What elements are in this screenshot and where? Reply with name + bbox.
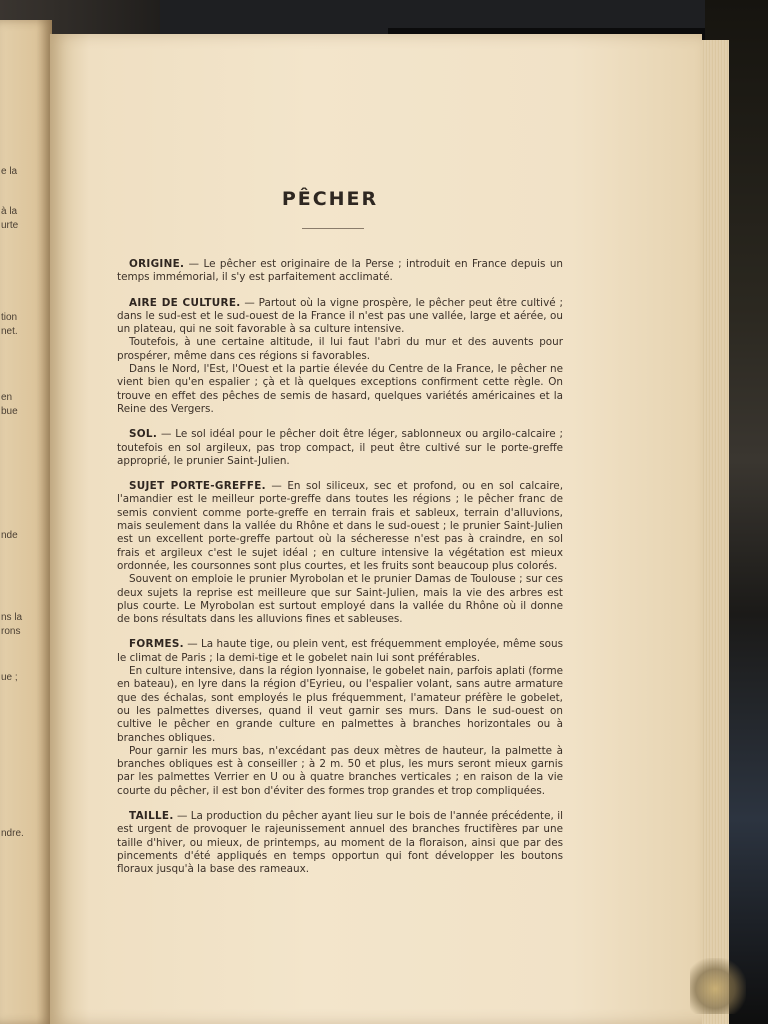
left-page-fragment: en: [1, 392, 13, 403]
left-page-fragment: rons: [1, 626, 21, 637]
section-heading: FORMES.: [129, 638, 184, 651]
paragraph-text: — Partout où la vigne prospère, le pêcher peut être cultivé ; dans le sud-est et le sud-ouest de la France il n'est pas une vallée, large et aérée, ou un plateau, qui ne soit favorable à sa culture intensive.: [117, 296, 563, 336]
page-title: PÊCHER: [281, 188, 379, 210]
section-sol: [117, 428, 563, 468]
left-page-fragment: net.: [1, 326, 18, 337]
left-page-fragment: ns la: [1, 612, 23, 623]
left-page-fragment: bue: [1, 406, 18, 417]
paragraph: [117, 258, 563, 285]
left-page-fragment: ue ;: [1, 672, 18, 683]
paragraph: Pour garnir les murs bas, n'excédant pas deux mètres de hauteur, la palmette à branches obliques est à conseiller ; à 2 m. 50 et plus, les murs seront mieux garnis par les palmettes Verrier en U ou à quatre branches verticales ; en raison de la vie courte du pêcher, il est bon d'éviter des formes trop grandes et trop compliquées.: [117, 744, 563, 797]
left-page-fragment: urte: [1, 220, 19, 231]
section-origine: [117, 258, 563, 285]
section-heading: ORIGINE.: [129, 258, 185, 270]
left-page-fragment: e la: [1, 166, 18, 177]
finger-shadow: [690, 958, 746, 1014]
section-formes: [117, 638, 563, 798]
paragraph-text: — En sol siliceux, sec et profond, ou en sol calcaire, l'amandier est le meilleur porte-greffe dans toutes les régions ; le pêcher franc de semis convient comme porte-greffe en terrain frais et sableux, terrain d'alluvions, mais seulement dans la vallée du Rhône et dans le sud-ouest ; le prunier Saint-Julien est un excellent porte-greffe partout où la sécheresse n'est pas à craindre, en sol frais et argileux c'est le sujet idéal ; en culture intensive la végétation est mieux ordonnée, les coursonnes sont plus courtes, et les fruits sont beaucoup plus colorés.: [117, 480, 564, 572]
section-heading: SOL.: [129, 428, 158, 441]
section-sujet-porte-greffe: [117, 480, 563, 626]
left-page-fragment: nde: [1, 530, 18, 541]
left-page: [0, 20, 52, 1024]
paragraph: [117, 428, 563, 468]
paragraph-text: — Le sol idéal pour le pêcher doit être léger, sablonneux ou argilo-calcaire ; toutefois en sol argileux, pas trop compact, il peut être cultivé sur le porte-greffe approprié, le prunier Saint-Julien.: [117, 428, 563, 467]
paragraph: [117, 810, 563, 876]
paragraph: En culture intensive, dans la région lyonnaise, le gobelet nain, parfois aplati (forme en bateau), en lyre dans la région d'Eyrieu, ou l'espalier volant, sans autre armature que des échalas, sont employés le plus fréquemment, l'amateur préfère le gobelet, ou les palmettes diverses, quand il veut garnir ses murs. Dans le sud-ouest on cultive le pêcher en grande culture en palmettes à branches horizontales ou à branches obliques.: [117, 665, 563, 744]
paragraph: Souvent on emploie le prunier Myrobolan et le prunier Damas de Toulouse ; sur ces deux sujets la reprise est meilleure que sur Saint-Julien, mais la vie des arbres est plus courte. Le Myrobolan est surtout employé dans la vallée du Rhône où il donne de bons résultats dans les alluvions fines et sableuses.: [117, 573, 563, 626]
section-heading: AIRE DE CULTURE.: [129, 296, 241, 309]
page-body: [117, 258, 563, 876]
section-heading: TAILLE.: [129, 809, 174, 822]
paragraph: [117, 297, 563, 337]
paragraph-text: — Le pêcher est originaire de la Perse ; introduit en France depuis un temps immémorial, il s'y est parfaitement acclimaté.: [117, 258, 563, 284]
paragraph: [117, 638, 563, 665]
section-aire-de-culture: [117, 297, 563, 417]
left-page-fragment: tion: [1, 312, 18, 323]
paragraph-text: — La haute tige, ou plein vent, est fréquemment employée, même sous le climat de Paris ; la demi-tige et le gobelet nain lui sont préférables.: [117, 638, 563, 664]
paragraph: Dans le Nord, l'Est, l'Ouest et la partie élevée du Centre de la France, le pêcher ne vient bien qu'en espalier ; çà et là quelques exceptions confirment cette règle. On trouve en effet des pêches de semis de hasard, quelques variétés américaines et la Reine des Vergers.: [117, 363, 563, 415]
title-rule: [302, 228, 364, 229]
paragraph: [117, 480, 563, 573]
section-taille: [117, 810, 563, 876]
left-page-fragment: ndre.: [1, 828, 24, 839]
section-heading: SUJET PORTE-GREFFE.: [129, 480, 266, 493]
paragraph: Toutefois, à une certaine altitude, il lui faut l'abri du mur et des auvents pour prospérer, même dans ces régions si favorables.: [117, 336, 563, 362]
left-page-fragment: à la: [1, 206, 18, 217]
paragraph-text: — La production du pêcher ayant lieu sur le bois de l'année précédente, il est urgent de provoquer le rajeunissement annuel des branches fructifères par une taille d'hiver, ou mieux, de printemps, au moment de la floraison, ainsi que par des pincements d'été appliqués en temps opportun qui font développer les boutons floraux jusqu'à la base des rameaux.: [117, 809, 563, 876]
